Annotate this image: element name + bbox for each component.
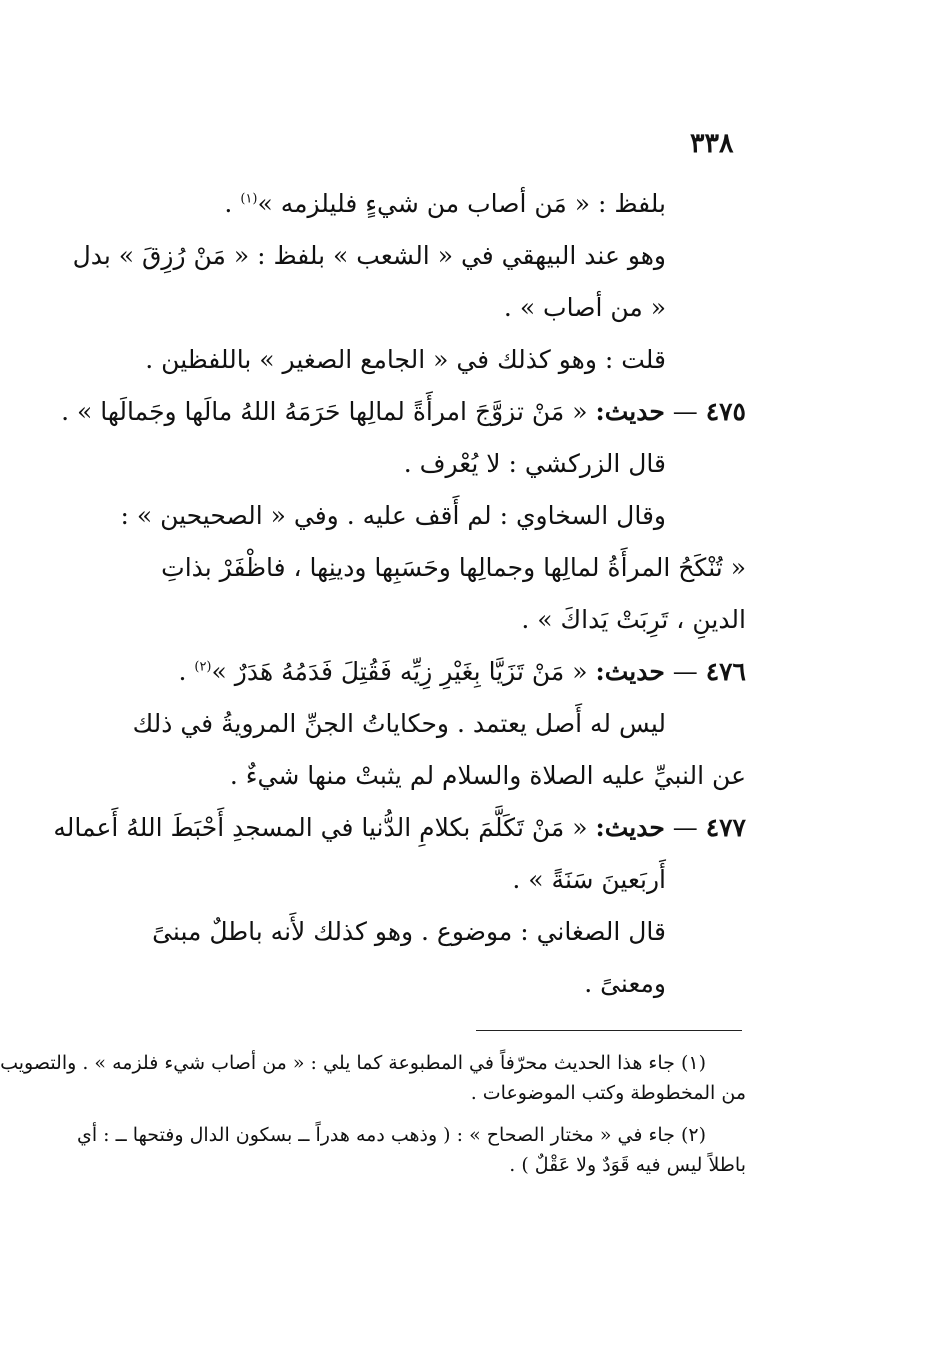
text-line: قال الزركشي : لا يُعْرف . [403,449,666,478]
entry-475: ٤٧٥ — حديث: « مَنْ تزوَّجَ امرأَةً لمالِها حَرَمَهُ اللهُ مالَها وجَمالَها » . [61,397,746,426]
footnote-1: (١) جاء هذا الحديث محرّفاً في المطبوعة كما يلي : « من أصاب شيء فلزمه » . والتصويب [0,1052,706,1074]
page-number: ٣٣٨ [690,128,734,159]
text-segment: . [178,657,195,686]
entry-number: ٤٧٦ [705,657,746,686]
text-line: قال الصغاني : موضوع . وهو كذلك لأَنه باطلٌ مبنىً [152,917,666,946]
text-line: « تُنْكَحُ المرأَةُ لمالِها وجمالِها وحَسَبِها ودينِها ، فاظْفَرْ بذاتِ [161,553,746,582]
footnote-ref[interactable]: (٢) [194,659,212,675]
text-line: الدينِ ، تَرِبَتْ يَداكَ » . [521,605,746,634]
footnotes [0,1048,746,1180]
text-line: قلت : وهو كذلك في « الجامع الصغير » باللفظين . [145,345,666,374]
entry-text: « مَنْ تَكَلَّمَ بكلامِ الدُّنيا في المسجدِ أَحْبَطَ اللهُ أَعماله [53,813,596,842]
footnote-2: (٢) جاء في « مختار الصحاح » : ( وذهب دمه هدراً ــ بسكون الدال وفتحها ــ : أي [76,1124,706,1146]
entry-text: « مَنْ تزوَّجَ امرأَةً لمالِها حَرَمَهُ اللهُ مالَها وجَمالَها » . [61,397,596,426]
text-line: أَربَعينَ سَنَةً » . [512,865,666,894]
main-text [53,178,746,1010]
text-line: ومعنىً . [584,969,666,998]
entry-keyword: حديث: [595,397,665,426]
footnote-divider [476,1030,742,1031]
text-segment: . [224,189,241,218]
footnote-ref[interactable]: (١) [240,191,258,207]
text-line: ليس له أَصل يعتمد . وحكاياتُ الجنِّ المرويةُ في ذلك [132,709,666,738]
footnote-2-cont: باطلاً ليس فيه قَوَدٌ ولا عَقْلٌ ) . [509,1154,746,1176]
entry-476: ٤٧٦ — حديث: « مَنْ تَزَيَّا بِغَيْرِ زِيِّه فَقُتِلَ فَدَمُهُ هَدَرٌ »$^{(٢)}$ . [178,657,746,686]
footnote-1-cont: من المخطوطة وكتب الموضوعات . [470,1082,746,1104]
entry-keyword: حديث: [595,657,665,686]
entry-477: ٤٧٧ — حديث: « مَنْ تَكَلَّمَ بكلامِ الدُّنيا في المسجدِ أَحْبَطَ اللهُ أَعماله [53,813,746,842]
text-line: وقال السخاوي : لم أَقف عليه . وفي « الصحيحين » : [120,501,666,530]
text-line [78,178,746,230]
entry-text: « مَنْ تَزَيَّا بِغَيْرِ زِيِّه فَقُتِلَ فَدَمُهُ هَدَرٌ » [211,657,596,686]
text-line: « من أصاب » . [503,293,666,322]
text-line: وهو عند البيهقي في « الشعب » بلفظ : « مَنْ رُزِقَ » بدل [72,241,666,270]
text-segment: بلفظ : « مَن أصاب من شيءٍ فليلزمه » [257,189,666,218]
text-line: عن النبيِّ عليه الصلاة والسلام لم يثبتْ منها شيءٌ . [229,761,746,790]
entry-keyword: حديث: [595,813,665,842]
entry-number: ٤٧٧ [705,813,746,842]
entry-number: ٤٧٥ [705,397,746,426]
